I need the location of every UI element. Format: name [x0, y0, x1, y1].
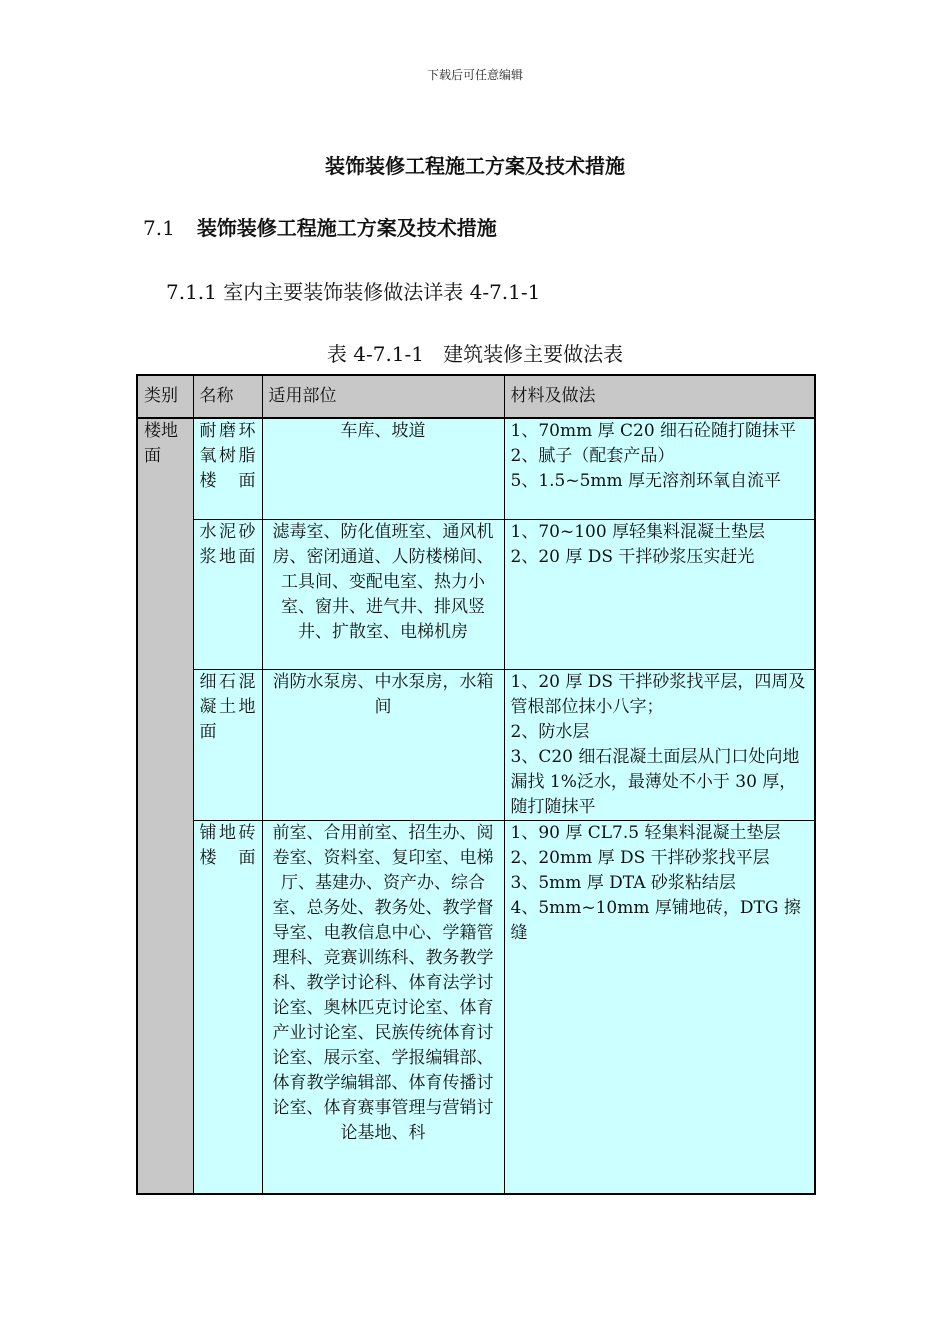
- location-cell: 车库、坡道: [262, 418, 504, 519]
- location-cell: 滤毒室、防化值班室、通风机房、密闭通道、人防楼梯间、工具间、变配电室、热力小室、窗井、进气井、排风竖井、扩散室、电梯机房: [262, 519, 504, 669]
- page-header-note: 下载后可任意编辑: [426, 68, 523, 82]
- name-cell: 水泥砂浆地面: [193, 519, 262, 669]
- method-cell: [504, 669, 815, 820]
- table-row: [137, 820, 815, 1194]
- subsection-heading: 7.1.1 室内主要装饰装修做法详表 4-7.1-1: [166, 280, 541, 304]
- table-row: [137, 519, 815, 669]
- header-method: 材料及做法: [504, 375, 815, 418]
- table-header-row: [137, 375, 815, 418]
- method-line: 3、C20 细石混凝土面层从门口处向地漏找 1%泛水，最薄处不小于 30 厚，随打随抹平: [510, 746, 800, 817]
- section-title: 装饰装修工程施工方案及技术措施: [196, 216, 497, 240]
- method-cell: [504, 418, 815, 519]
- header-name: 名称: [193, 375, 262, 418]
- table-row: [137, 669, 815, 820]
- document-title: 装饰装修工程施工方案及技术措施: [325, 154, 625, 178]
- method-line: 1、70~100 厚轻集料混凝土垫层: [510, 521, 766, 542]
- table-row: [137, 418, 815, 519]
- method-cell: [504, 519, 815, 669]
- method-line: 2、防水层: [510, 721, 590, 742]
- method-line: 5、1.5~5mm 厚无溶剂环氧自流平: [510, 471, 782, 491]
- method-line: 1、70mm 厚 C20 细石砼随打随抹平: [510, 421, 797, 441]
- section-heading: [143, 212, 497, 241]
- location-cell: 消防水泵房、中水泵房，水箱间: [262, 669, 504, 820]
- name-cell: 细石混凝土地面: [193, 669, 262, 820]
- name-cell: 铺地砖楼面: [193, 820, 262, 1194]
- method-line: 2、腻子（配套产品）: [510, 446, 675, 466]
- method-line: 2、20mm 厚 DS 干拌砂浆找平层: [510, 847, 770, 868]
- method-cell: [504, 820, 815, 1194]
- method-line: 4、5mm~10mm 厚铺地砖，DTG 擦缝: [510, 897, 801, 943]
- section-number: 7.1: [143, 216, 175, 240]
- decoration-spec-table: [136, 374, 816, 1195]
- table-caption: 表 4-7.1-1 建筑装修主要做法表: [326, 342, 624, 366]
- method-line: 1、90 厚 CL7.5 轻集料混凝土垫层: [510, 822, 781, 843]
- method-line: 1、20 厚 DS 干拌砂浆找平层，四周及管根部位抹小八字；: [510, 671, 806, 717]
- location-cell: 前室、合用前室、招生办、阅卷室、资料室、复印室、电梯厅、基建办、资产办、综合室、总务处、教务处、教学督导室、电教信息中心、学籍管理科、竞赛训练科、教务教学科、教学讨论科、体育法学讨论室、奥林匹克讨论室、体育产业讨论室、民族传统体育讨论室、展示室、学报编辑部、体育教学编辑部、体育传播讨论室、体育赛事管理与营销讨论基地、科: [262, 820, 504, 1194]
- method-line: 3、5mm 厚 DTA 砂浆粘结层: [510, 872, 736, 893]
- category-cell: 楼地面: [137, 418, 193, 1194]
- name-cell: 耐磨环氧树脂楼面: [193, 418, 262, 519]
- header-location: 适用部位: [262, 375, 504, 418]
- method-line: 2、20 厚 DS 干拌砂浆压实赶光: [510, 546, 755, 567]
- header-category: 类别: [137, 375, 193, 418]
